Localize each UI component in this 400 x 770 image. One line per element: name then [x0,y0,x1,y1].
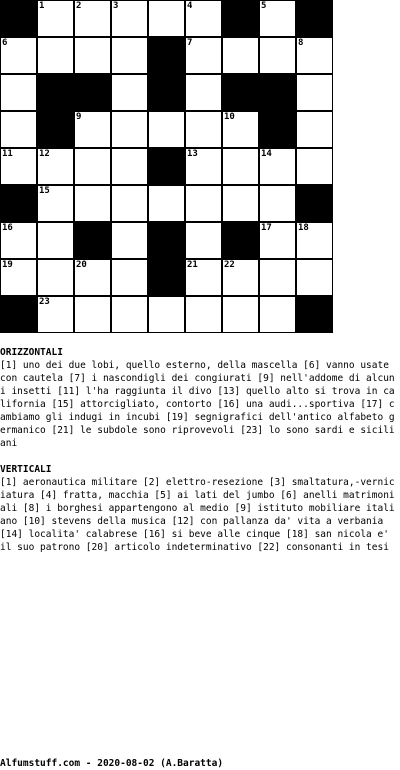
grid-cell-black [296,296,333,333]
grid-cell[interactable] [0,74,37,111]
across-clues: [1] uno dei due lobi, quello esterno, della mascella [6] vanno usate con cautela [7] i nascondigli dei congiurati [9] nell'addome di alcuni insetti [11] l'ha raggiunta il divo [13] quello alto si trova in california [15] attorcigliato, contorto [16] una audi...sportiva [17] cambiamo gli indugi in incubi [19] segnigrafici dell'antico alfabeto germanico [21] le subdole sono riprovevoli [23] lo sono sardi e siciliani [0,360,395,449]
clue-number: 14 [261,149,272,159]
clue-number: 17 [261,223,272,233]
down-clues: [1] aeronautica militare [2] elettro-resezione [3] smaltatura,-verniciatura [4] fratta, macchia [5] ai lati del jumbo [6] anelli matrimoniali [8] i borghesi appartengono al medio [9] istituto mobiliare italiano [10] stevens della musica [12] con pallanza da' vita a verbania [14] localita' calabrese [16] si beve alle cinque [18] san nicola e' il suo patrono [20] articolo indeterminativo [22] consonanti in tesi [0,477,395,553]
grid-cell[interactable] [296,259,333,296]
grid-cell[interactable] [37,0,74,37]
grid-cell[interactable] [148,0,185,37]
grid-cell[interactable] [296,37,333,74]
clue-number: 20 [76,260,87,270]
grid-cell[interactable] [111,148,148,185]
grid-cell[interactable] [148,111,185,148]
grid-cell[interactable] [222,185,259,222]
grid-cell[interactable] [259,296,296,333]
clue-number: 18 [298,223,309,233]
grid-cell[interactable] [222,296,259,333]
clue-number: 1 [39,1,45,11]
grid-cell-black [148,74,185,111]
grid-cell[interactable] [74,111,111,148]
down-title: VERTICALI [0,464,52,475]
footer-credit: Alfumstuff.com - 2020-08-02 (A.Baratta) [0,758,224,769]
clue-number: 7 [187,38,193,48]
grid-cell[interactable] [37,222,74,259]
grid-cell[interactable] [74,0,111,37]
grid-cell-black [37,74,74,111]
grid-cell[interactable] [296,74,333,111]
grid-cell[interactable] [74,296,111,333]
grid-cell-black [296,0,333,37]
grid-cell-black [0,296,37,333]
grid-cell[interactable] [0,259,37,296]
grid-cell[interactable] [74,37,111,74]
grid-cell[interactable] [111,74,148,111]
grid-cell-black [148,148,185,185]
clue-number: 4 [187,1,193,11]
grid-cell[interactable] [111,111,148,148]
grid-cell[interactable] [259,222,296,259]
across-title: ORIZZONTALI [0,347,63,358]
grid-cell[interactable] [222,37,259,74]
grid-cell[interactable] [111,259,148,296]
grid-cell[interactable] [0,111,37,148]
grid-cell[interactable] [185,148,222,185]
clue-number: 8 [298,38,304,48]
clue-number: 16 [2,223,13,233]
grid-cell[interactable] [37,259,74,296]
clue-number: 6 [2,38,8,48]
grid-cell-black [148,37,185,74]
grid-cell[interactable] [296,111,333,148]
grid-cell-black [0,0,37,37]
clue-number: 19 [2,260,13,270]
clue-number: 9 [76,112,82,122]
grid-cell[interactable] [185,296,222,333]
clues-panel [0,346,396,554]
grid-cell[interactable] [0,222,37,259]
grid-cell[interactable] [222,111,259,148]
clue-number: 11 [2,149,13,159]
grid-cell[interactable] [296,222,333,259]
grid-cell-black [148,259,185,296]
grid-cell[interactable] [185,74,222,111]
grid-cell[interactable] [111,37,148,74]
grid-cell[interactable] [37,296,74,333]
clue-number: 5 [261,1,267,11]
grid-cell[interactable] [222,259,259,296]
grid-cell-black [259,111,296,148]
grid-cell[interactable] [37,37,74,74]
grid-cell-black [222,222,259,259]
grid-cell[interactable] [185,111,222,148]
grid-cell[interactable] [296,148,333,185]
grid-cell[interactable] [111,0,148,37]
grid-cell[interactable] [185,0,222,37]
grid-cell[interactable] [148,185,185,222]
clue-number: 3 [113,1,119,11]
grid-cell-black [296,185,333,222]
grid-cell[interactable] [259,185,296,222]
grid-cell-black [148,222,185,259]
clue-number: 15 [39,186,50,196]
grid-cell[interactable] [111,222,148,259]
grid-cell-black [259,74,296,111]
grid-cell-black [74,222,111,259]
clue-number: 23 [39,297,50,307]
grid-cell-black [0,185,37,222]
grid-cell[interactable] [259,259,296,296]
grid-cell[interactable] [74,148,111,185]
grid-cell-black [222,0,259,37]
grid-cell[interactable] [148,296,185,333]
clue-number: 10 [224,112,235,122]
grid-cell[interactable] [111,296,148,333]
grid-cell-black [37,111,74,148]
clue-number: 22 [224,260,235,270]
grid-cell[interactable] [185,222,222,259]
grid-cell[interactable] [185,37,222,74]
clue-number: 12 [39,149,50,159]
grid-cell[interactable] [111,185,148,222]
clue-number: 2 [76,1,82,11]
grid-cell-black [74,74,111,111]
grid-cell[interactable] [259,37,296,74]
grid-cell[interactable] [259,0,296,37]
crossword-grid [0,0,334,334]
grid-cell[interactable] [37,185,74,222]
grid-cell[interactable] [259,148,296,185]
grid-cell[interactable] [185,185,222,222]
grid-cell[interactable] [0,148,37,185]
grid-cell[interactable] [185,259,222,296]
grid-cell[interactable] [74,185,111,222]
clue-number: 13 [187,149,198,159]
grid-cell-black [222,74,259,111]
grid-cell[interactable] [222,148,259,185]
grid-cell[interactable] [74,259,111,296]
clue-number: 21 [187,260,198,270]
grid-cell[interactable] [0,37,37,74]
grid-cell[interactable] [37,148,74,185]
